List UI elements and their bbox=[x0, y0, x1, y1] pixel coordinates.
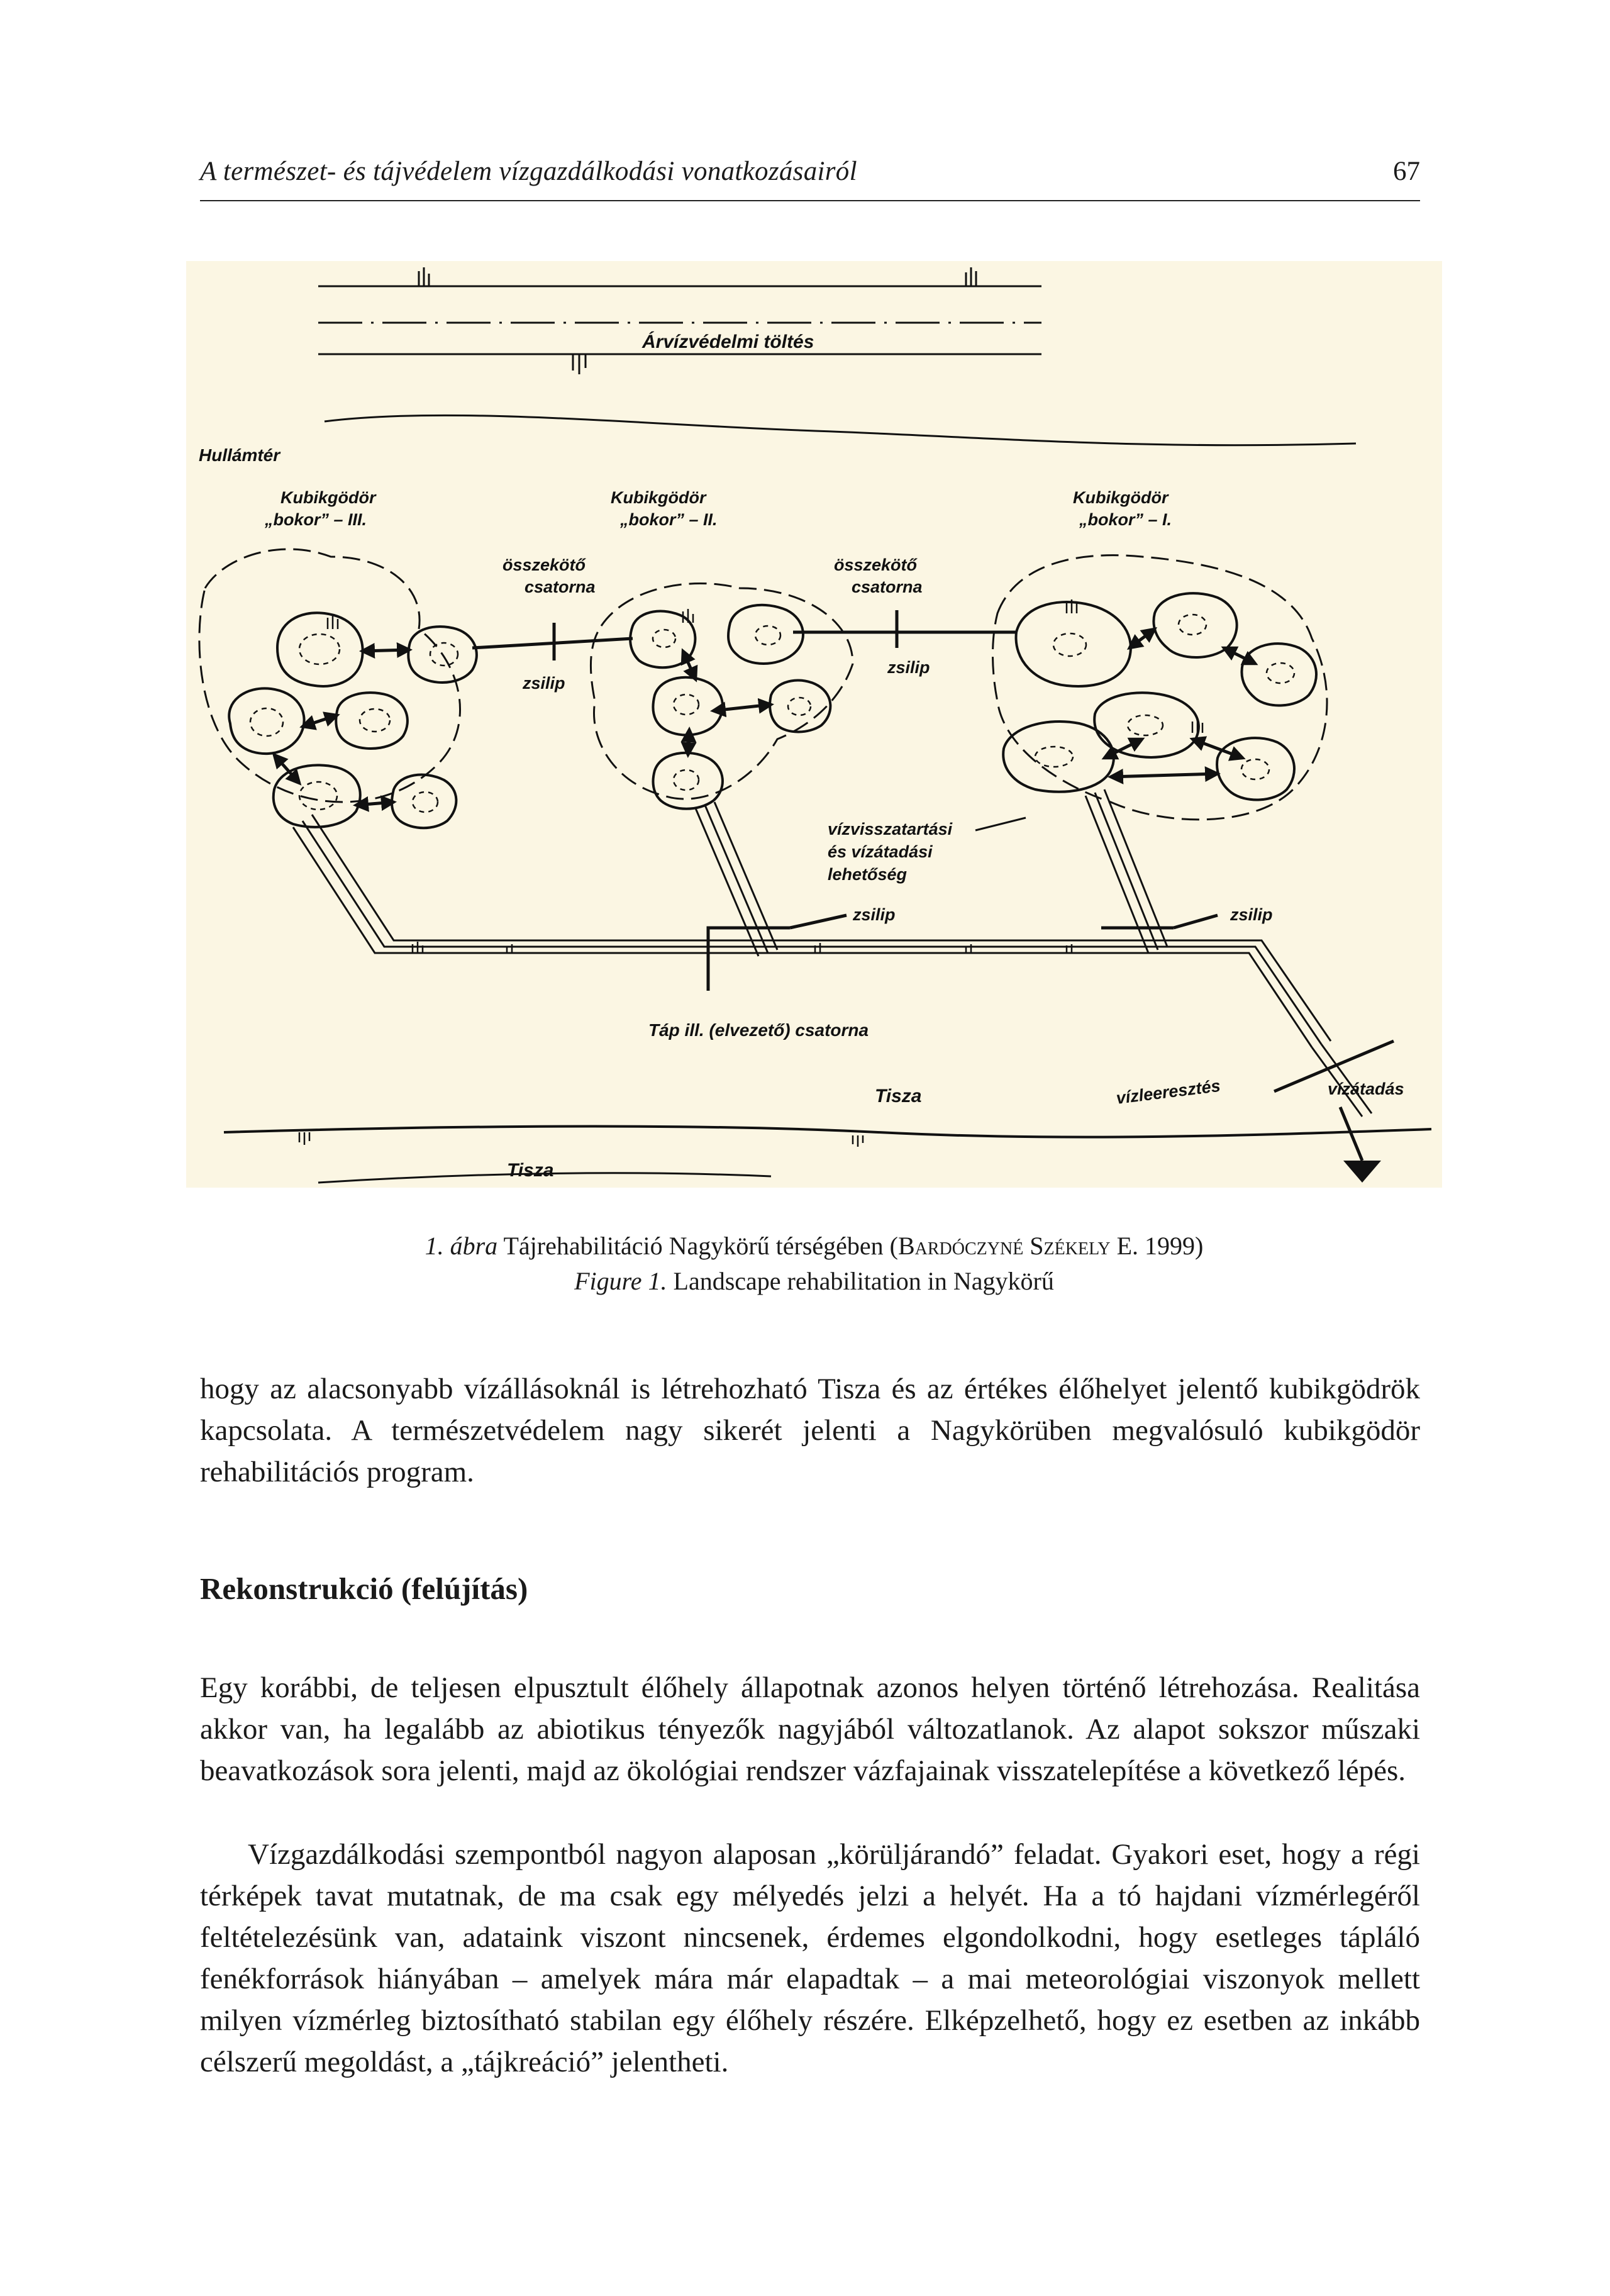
label-feeder-canal: Táp ill. (elvezető) csatorna bbox=[648, 1020, 869, 1040]
label-pit-group-1-a: Kubikgödör bbox=[1073, 488, 1169, 507]
label-sluice-1: zsilip bbox=[523, 674, 565, 693]
caption-text-en: Landscape rehabilitation in Nagykörű bbox=[673, 1267, 1054, 1295]
label-floodplain: Hullámtér bbox=[199, 445, 280, 465]
label-connector-1-a: összekötő bbox=[502, 555, 586, 574]
label-handover: vízátadás bbox=[1328, 1079, 1404, 1098]
section-heading: Rekonstrukció (felújítás) bbox=[200, 1571, 528, 1606]
label-river-main: Tisza bbox=[875, 1086, 922, 1106]
label-pit-group-2-a: Kubikgödör bbox=[611, 488, 706, 507]
pit-group-boundaries bbox=[199, 549, 1327, 820]
figure-caption bbox=[186, 1229, 1442, 1299]
label-connector-2-a: összekötő bbox=[834, 555, 918, 574]
label-sluice-4: zsilip bbox=[1230, 905, 1273, 924]
feeder-canal bbox=[293, 789, 1372, 1117]
label-sluice-2: zsilip bbox=[887, 658, 930, 677]
caption-author: Bardóczyné Székely bbox=[897, 1232, 1111, 1260]
label-pit-group-3-a: Kubikgödör bbox=[280, 488, 376, 507]
label-pit-group-3-b: „bokor” – III. bbox=[265, 510, 367, 529]
feeder-sluices bbox=[708, 915, 1394, 1091]
paragraph-water-management: Vízgazdálkodási szempontból nagyon alaposan „körüljárandó” feladat. Gyakori eset, hogy a régi térképek tavat mutatnak, de ma csak egy mélyedés jelzi a helyét. Ha a tó hajdani vízmérlegéről feltételezésünk van, adataink viszont nincsenek, érdemes elgondolkodni, hogy esetleges tápláló fenékforrások hiányában – amelyek mára már elapadtak – a mai meteorológiai viszonyok mellett milyen vízmérleg biztosítható stabilan egy élőhely részére. Elképzelhető, hogy ez esetben az inkább célszerű megoldást, a „tájkreáció” jelentheti. bbox=[200, 1838, 1420, 2078]
label-retention-c: lehetőség bbox=[828, 865, 908, 884]
outflow-arrow-icon bbox=[1343, 1161, 1381, 1183]
paragraph-continuation: hogy az alacsonyabb vízállásoknál is létrehozható Tisza és az értékes élőhelyet jelentő kubikgödrök kapcsolata. A természetvédelem nagy sikerét jelenti a Nagykörüben megvalósuló kubikgödör rehabilitációs program. bbox=[200, 1373, 1420, 1488]
running-title: A természet- és tájvédelem vízgazdálkodási vonatkozásairól bbox=[200, 157, 857, 186]
caption-text-hu-a: Tájrehabilitáció Nagykörű térségében ( bbox=[503, 1232, 898, 1260]
river-tisza bbox=[224, 1127, 1431, 1137]
label-levee: Árvízvédelmi töltés bbox=[642, 332, 814, 352]
caption-line-hu bbox=[186, 1229, 1442, 1264]
levee bbox=[318, 267, 1041, 374]
connector-canals bbox=[472, 610, 1016, 660]
retention-pointer bbox=[975, 818, 1026, 830]
caption-text-hu-b: E. 1999) bbox=[1110, 1232, 1204, 1260]
page-number: 67 bbox=[1393, 157, 1420, 186]
figure-landscape-rehabilitation bbox=[186, 261, 1442, 1188]
caption-label-hu: 1. ábra bbox=[425, 1232, 498, 1260]
label-connector-1-b: csatorna bbox=[525, 577, 596, 596]
label-river-lower: Tisza bbox=[507, 1160, 554, 1181]
floodplain-line bbox=[325, 415, 1356, 445]
caption-label-en: Figure 1. bbox=[574, 1267, 667, 1295]
diagram-svg bbox=[186, 261, 1442, 1188]
label-pit-group-2-b: „bokor” – II. bbox=[620, 510, 718, 529]
label-connector-2-b: csatorna bbox=[852, 577, 923, 596]
running-header bbox=[200, 156, 1420, 201]
outflow-line bbox=[1340, 1107, 1362, 1161]
label-sluice-3: zsilip bbox=[853, 905, 896, 924]
label-retention-b: és vízátadási bbox=[828, 842, 933, 861]
label-pit-group-1-b: „bokor” – I. bbox=[1079, 510, 1172, 529]
label-retention-a: vízvisszatartási bbox=[828, 820, 953, 839]
caption-line-en bbox=[186, 1264, 1442, 1299]
paragraph-reconstruction: Egy korábbi, de teljesen elpusztult élőhely állapotnak azonos helyen történő létrehozása. Realitása akkor van, ha legalább az abiotikus tényezők nagyjából változatlanok. Az alapot sokszor műszaki beavatkozások sora jelenti, majd az ökológiai rendszer vázfajainak visszatelepítése a következő lépés. bbox=[200, 1671, 1420, 1787]
label-release: vízleeresztés bbox=[1115, 1076, 1222, 1108]
